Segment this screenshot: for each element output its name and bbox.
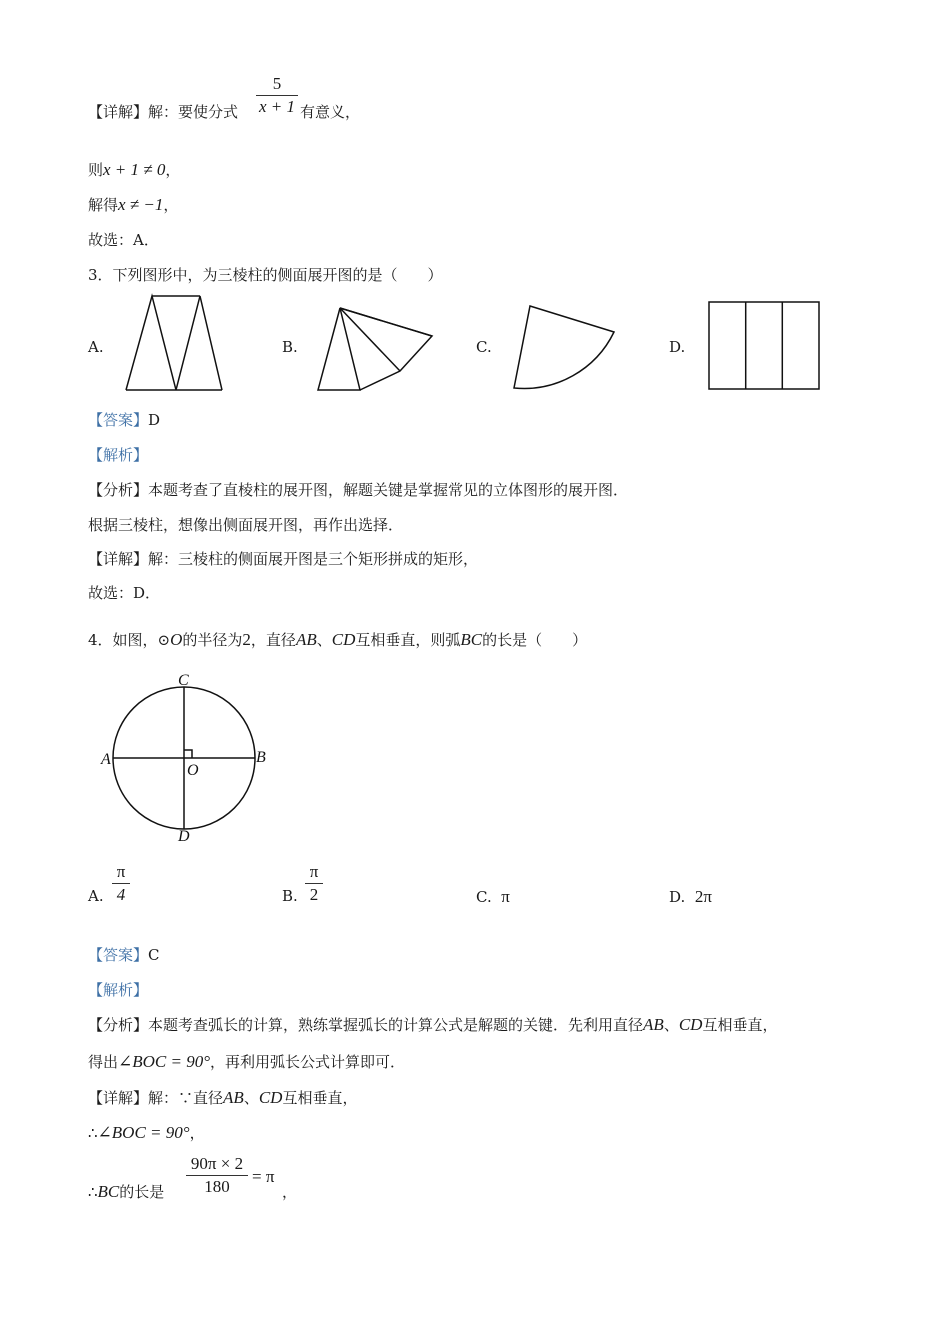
q4-option-a-fraction: π 4 — [112, 862, 130, 905]
q3-option-a-figure — [120, 292, 230, 394]
q3-fenxi-line-2: 根据三棱柱，想像出侧面展开图，再作出选择． — [88, 516, 404, 534]
arc-bc: BC — [460, 630, 483, 649]
label-c: C — [178, 672, 189, 689]
q3-option-c-label: C. — [476, 338, 492, 356]
q3-option-d-figure — [706, 300, 822, 392]
fraction-bar — [256, 95, 298, 96]
label-a: A — [101, 751, 111, 768]
q4-fenxi: 【分析】本题考查弧长的计算，熟练掌握弧长的计算公式是解题的关键．先利用直径AB、CD互相垂直， — [88, 1015, 778, 1034]
answer-value: D — [148, 411, 161, 429]
choose-line-1: 故选：A． — [88, 231, 159, 249]
q4-detail: 【详解】解：∵直径AB、CD互相垂直， — [88, 1088, 358, 1107]
q4-analysis-label: 【解析】 — [88, 981, 149, 999]
arc-length-tail: ， — [282, 1183, 298, 1201]
q3-option-a-label: A. — [88, 338, 104, 356]
arc-length-fraction: 90π × 2 180 — [186, 1154, 248, 1197]
fraction-5-over-x-plus-1 — [256, 74, 298, 117]
q4-answer — [88, 945, 160, 965]
q4-option-d: D. 2π — [669, 887, 712, 906]
answer-value: C — [148, 946, 160, 964]
math-x-ne-neg-1: x ≠ −1 — [118, 195, 164, 214]
right-angle-mark — [184, 750, 192, 758]
answer-label: 【答案】 — [88, 411, 149, 429]
arc-length-result: = π — [252, 1167, 275, 1186]
sector — [514, 306, 614, 388]
label-o: O — [187, 762, 199, 779]
zigzag-triangles — [126, 296, 222, 390]
math-x-plus-1-ne-0: x + 1 ≠ 0 — [103, 160, 166, 179]
q4-therefore-2: ∴BC的长是 — [88, 1182, 165, 1201]
fraction-denominator: x + 1 — [258, 97, 296, 116]
q3-answer — [88, 410, 160, 430]
detail-label: 【详解】 — [88, 103, 149, 121]
derive-line-1: 则x + 1 ≠ 0， — [88, 160, 181, 179]
q4-option-c: C. π — [476, 887, 510, 906]
q3-option-b-label: B. — [282, 338, 298, 356]
circle-symbol: ⊙ — [157, 631, 171, 649]
q4-therefore-1: ∴∠BOC = 90°， — [88, 1123, 205, 1142]
detail-line-1 — [88, 102, 238, 122]
label-b: B — [256, 749, 266, 766]
fraction-numerator: 5 — [272, 74, 282, 93]
detail-tail: 有意义， — [300, 103, 361, 121]
q4-fenxi-line-2: 得出∠BOC = 90°，再利用弧长公式计算即可． — [88, 1052, 406, 1071]
label-d: D — [178, 828, 190, 845]
derive-line-2: 解得x ≠ −1， — [88, 195, 179, 214]
q3-detail: 【详解】解：三棱柱的侧面展开图是三个矩形拼成的矩形， — [88, 550, 479, 568]
q3-option-b-figure — [314, 304, 438, 394]
q4-circle-figure — [98, 668, 278, 848]
q3-choose: 故选：D． — [88, 584, 161, 602]
q3-option-d-label: D. — [669, 338, 686, 356]
outer-edge — [340, 308, 432, 390]
outer-rectangle — [709, 302, 819, 389]
q4-option-b-label: B. — [282, 887, 298, 905]
q3-option-c-figure — [508, 302, 620, 394]
triangle-1 — [318, 308, 360, 390]
q4-option-a-label: A. — [88, 887, 104, 905]
answer-label: 【答案】 — [88, 946, 149, 964]
question-4: 4．如图，⊙O的半径为2，直径AB、CD互相垂直，则弧BC的长是（ ） — [88, 630, 588, 649]
q3-fenxi: 【分析】本题考查了直棱柱的展开图，解题关键是掌握常见的立体图形的展开图． — [88, 481, 629, 499]
q4-option-b-fraction: π 2 — [305, 862, 323, 905]
detail-text: 解：要使分式 — [148, 103, 239, 121]
question-3: 3．下列图形中，为三棱柱的侧面展开图的是（ ） — [88, 266, 443, 284]
q3-analysis-label: 【解析】 — [88, 446, 149, 464]
